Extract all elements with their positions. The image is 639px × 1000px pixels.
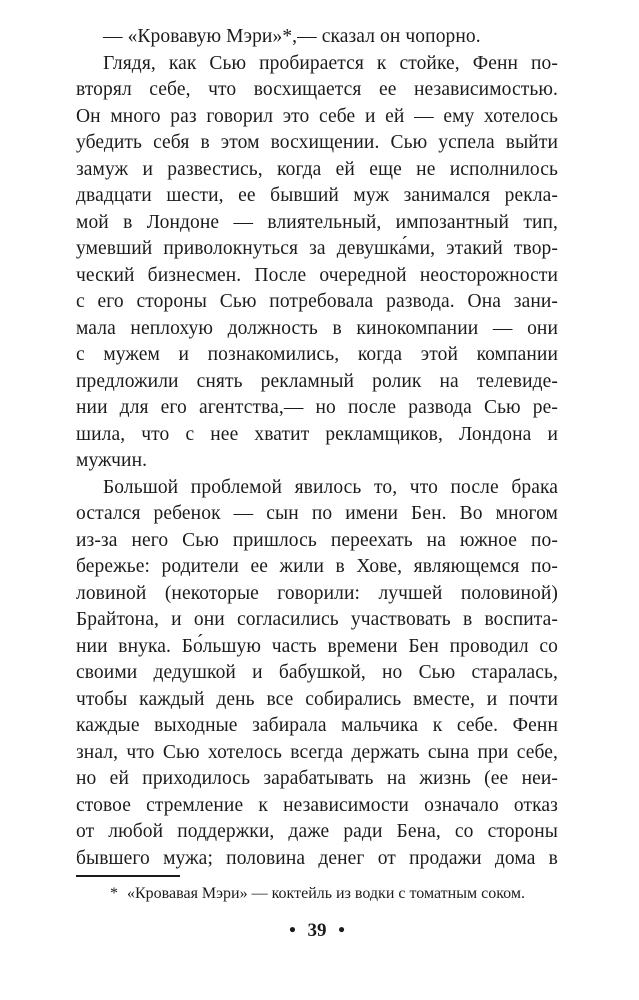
text-line: из-за него Сью пришлось переехать на южное по- <box>76 529 558 551</box>
text-line: знал, что Сью хотелось всегда держать сына при себе, <box>76 741 558 763</box>
text-line: нии для его агентства,— но после развода Сью ре- <box>76 397 558 418</box>
body-text <box>76 24 558 872</box>
text-line: ческий бизнесмен. После очередной неосторожности <box>76 264 558 286</box>
text-line: чтобы каждый день все собирались вместе, и почти <box>76 688 558 710</box>
text-line: Брайтона, и они согласились участвовать в воспита- <box>76 609 558 630</box>
text-line: остался ребенок — сын по имени Бен. Во многом <box>76 503 558 524</box>
text-line: убедить себя в этом восхищении. Сью успела выйти <box>76 132 558 153</box>
text-line: бывшего мужа; половина денег от продажи дома в <box>76 847 558 869</box>
text-line: стовое стремление к независимости означало отказ <box>76 794 558 816</box>
text-line: каждые выходные забирала мальчика к себе. Фенн <box>76 715 558 736</box>
text-line: Он много раз говорил это себе и ей — ему хотелось <box>76 105 558 127</box>
text-line: замуж и развестись, когда ей еще не исполнилось <box>76 158 558 180</box>
text-line: предложили снять рекламный ролик на телевиде- <box>76 370 558 392</box>
text-line: своими дедушкой и бабушкой, но Сью старалась, <box>76 662 558 683</box>
footnote <box>76 884 558 904</box>
footnote-divider <box>76 875 180 877</box>
text-line: с его стороны Сью потребовала развода. Она зани- <box>76 291 558 312</box>
text-line: Большой проблемой явилось то, что после брака <box>103 476 558 498</box>
footnote-marker: * <box>110 885 118 902</box>
footnote-text: «Кровавая Мэри» — коктейль из водки с томатным соком. <box>127 885 525 902</box>
text-line: ловиной (некоторые говорили: лучшей половиной) <box>76 582 558 604</box>
text-line: с мужем и познакомились, когда этой компании <box>76 344 558 365</box>
text-line: мой в Лондоне — влиятельный, импозантный тип, <box>76 211 558 233</box>
text-line: мужчин. <box>76 450 148 471</box>
text-line: двадцати шести, ее бывший муж занимался рекла- <box>76 185 558 206</box>
text-line: Глядя, как Сью пробирается к стойке, Фенн по- <box>103 52 558 74</box>
text-line: от любой поддержки, даже ради Бена, со стороны <box>76 821 558 842</box>
text-line: умевший приволокнуться за девушка́ми, этакий твор- <box>76 238 558 259</box>
text-line: но ей приходилось зарабатывать на жизнь (ее неи- <box>76 768 558 789</box>
text-line: шила, что с нее хватит рекламщиков, Лондона и <box>76 423 558 445</box>
text-line: вторял себе, что восхищается ее независимостью. <box>76 79 558 100</box>
text-line: бережье: родители ее жили в Хове, являющемся по- <box>76 556 558 577</box>
text-line: — «Кровавую Мэри»*,— сказал он чопорно. <box>103 26 481 47</box>
page-number: • 39 • <box>289 920 345 941</box>
text-line: мала неплохую должность в кинокомпании — они <box>76 317 558 339</box>
text-line: нии внука. Бо́льшую часть времени Бен проводил со <box>76 635 558 657</box>
